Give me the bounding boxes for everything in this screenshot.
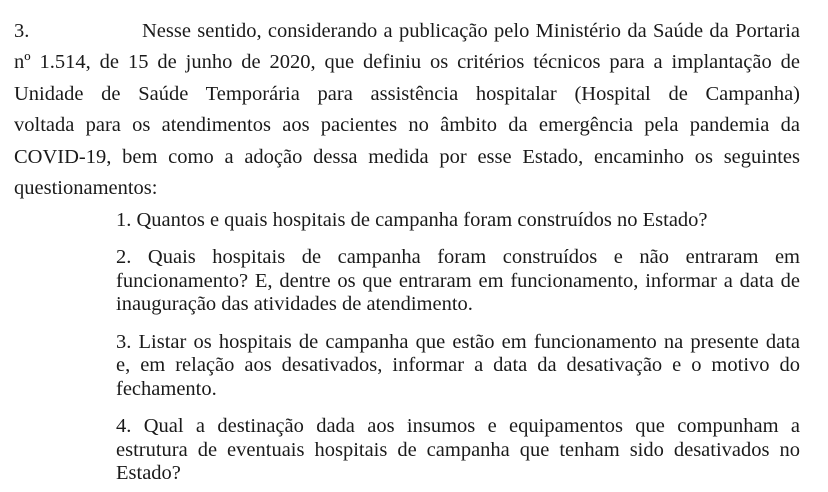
paragraph-line: COVID-19, bem como a adoção dessa medida por esse Estado, encaminho os seguintes [14, 146, 800, 168]
question-3-line: fechamento. [116, 378, 217, 400]
paragraph-line: Nesse sentido, considerando a publicação pelo Ministério da Saúde da Portaria [142, 20, 800, 42]
paragraph-line: Unidade de Saúde Temporária para assistência hospitalar (Hospital de Campanha) [14, 83, 800, 105]
question-2: 2. Quais hospitais de campanha foram construídos e não entraram em [116, 246, 800, 268]
paragraph-number: 3. [14, 20, 30, 42]
question-3-line: e, em relação aos desativados, informar a data da desativação e o motivo do [116, 354, 800, 376]
paragraph-line: voltada para os atendimentos aos pacientes no âmbito da emergência pela pandemia da [14, 114, 800, 136]
question-2-line: inauguração das atividades de atendimento. [116, 293, 473, 315]
question-1: 1. Quantos e quais hospitais de campanha foram construídos no Estado? [116, 209, 708, 231]
question-2-line: funcionamento? E, dentre os que entraram em funcionamento, informar a data de [116, 270, 800, 292]
question-4-line: estrutura de eventuais hospitais de campanha que tenham sido desativados no [116, 439, 800, 461]
question-3: 3. Listar os hospitais de campanha que estão em funcionamento na presente data [116, 331, 800, 353]
question-4: 4. Qual a destinação dada aos insumos e equipamentos que compunham a [116, 415, 800, 437]
question-4-line: Estado? [116, 462, 181, 484]
paragraph-line: questionamentos: [14, 177, 158, 199]
paragraph-line: nº 1.514, de 15 de junho de 2020, que definiu os critérios técnicos para a implantação de [14, 51, 800, 73]
